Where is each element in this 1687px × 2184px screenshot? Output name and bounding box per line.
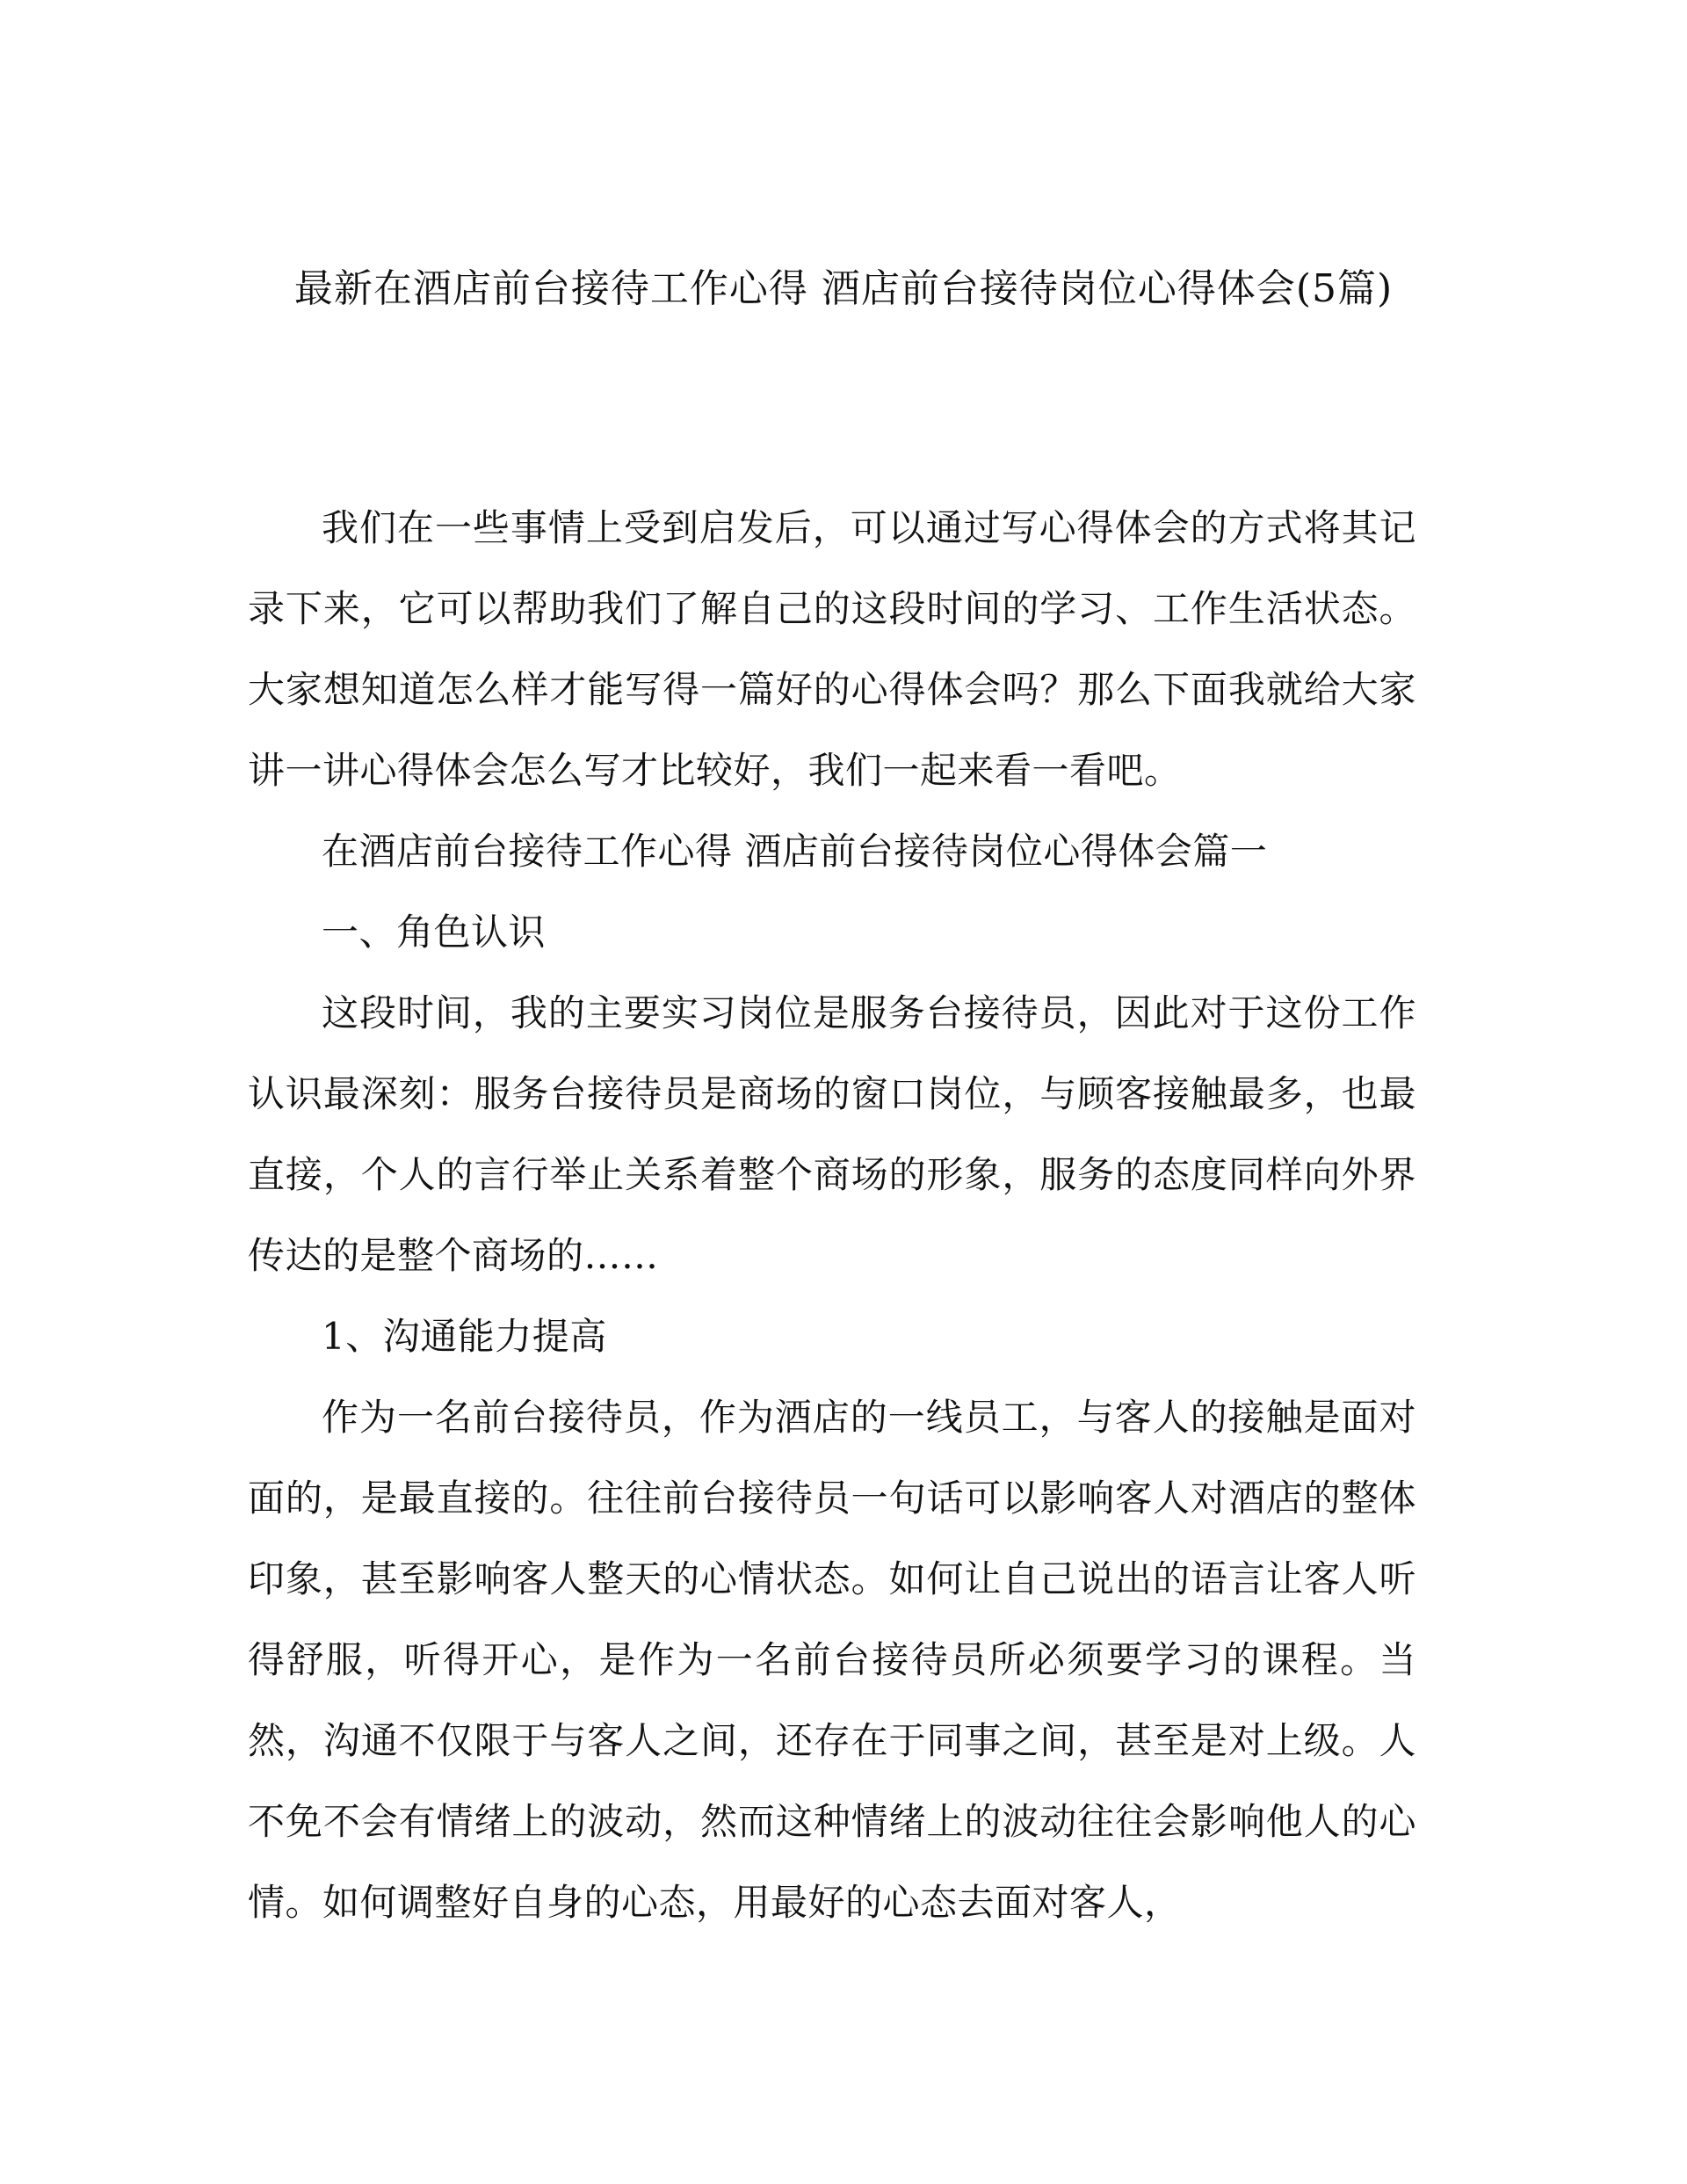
subheading-communication: 1、沟通能力提高 bbox=[322, 1315, 607, 1358]
intro-paragraph: 我们在一些事情上受到启发后，可以通过写心得体会的方式将其记录下来，它可以帮助我们了解自己的这段时间的学习、工作生活状态。大家想知道怎么样才能写得一篇好的心得体会吗？那么下面我就给大家讲一讲心得体会怎么写才比较好，我们一起来看一看吧。 bbox=[248, 506, 1416, 792]
section-heading: 在酒店前台接待工作心得 酒店前台接待岗位心得体会篇一 bbox=[322, 830, 1268, 873]
subheading-role: 一、角色认识 bbox=[322, 911, 547, 954]
communication-paragraph: 作为一名前台接待员，作为酒店的一线员工，与客人的接触是面对面的，是最直接的。往往前台接待员一句话可以影响客人对酒店的整体印象，甚至影响客人整天的心情状态。如何让自己说出的语言让客人听得舒服，听得开心，是作为一名前台接待员所必须要学习的课程。当然，沟通不仅限于与客人之间，还存在于同事之间，甚至是对上级。人不免不会有情绪上的波动，然而这种情绪上的波动往往会影响他人的心情。如何调整好自身的心态，用最好的心态去面对客人， bbox=[248, 1396, 1416, 1924]
document-title: 最新在酒店前台接待工作心得 酒店前台接待岗位心得体会(5篇) bbox=[293, 266, 1394, 311]
document-body bbox=[248, 488, 1416, 1943]
role-paragraph: 这段时间，我的主要实习岗位是服务台接待员，因此对于这份工作认识最深刻：服务台接待员是商场的窗口岗位，与顾客接触最多，也最直接，个人的言行举止关系着整个商场的形象，服务的态度同样向外界传达的是整个商场的…… bbox=[248, 991, 1416, 1277]
